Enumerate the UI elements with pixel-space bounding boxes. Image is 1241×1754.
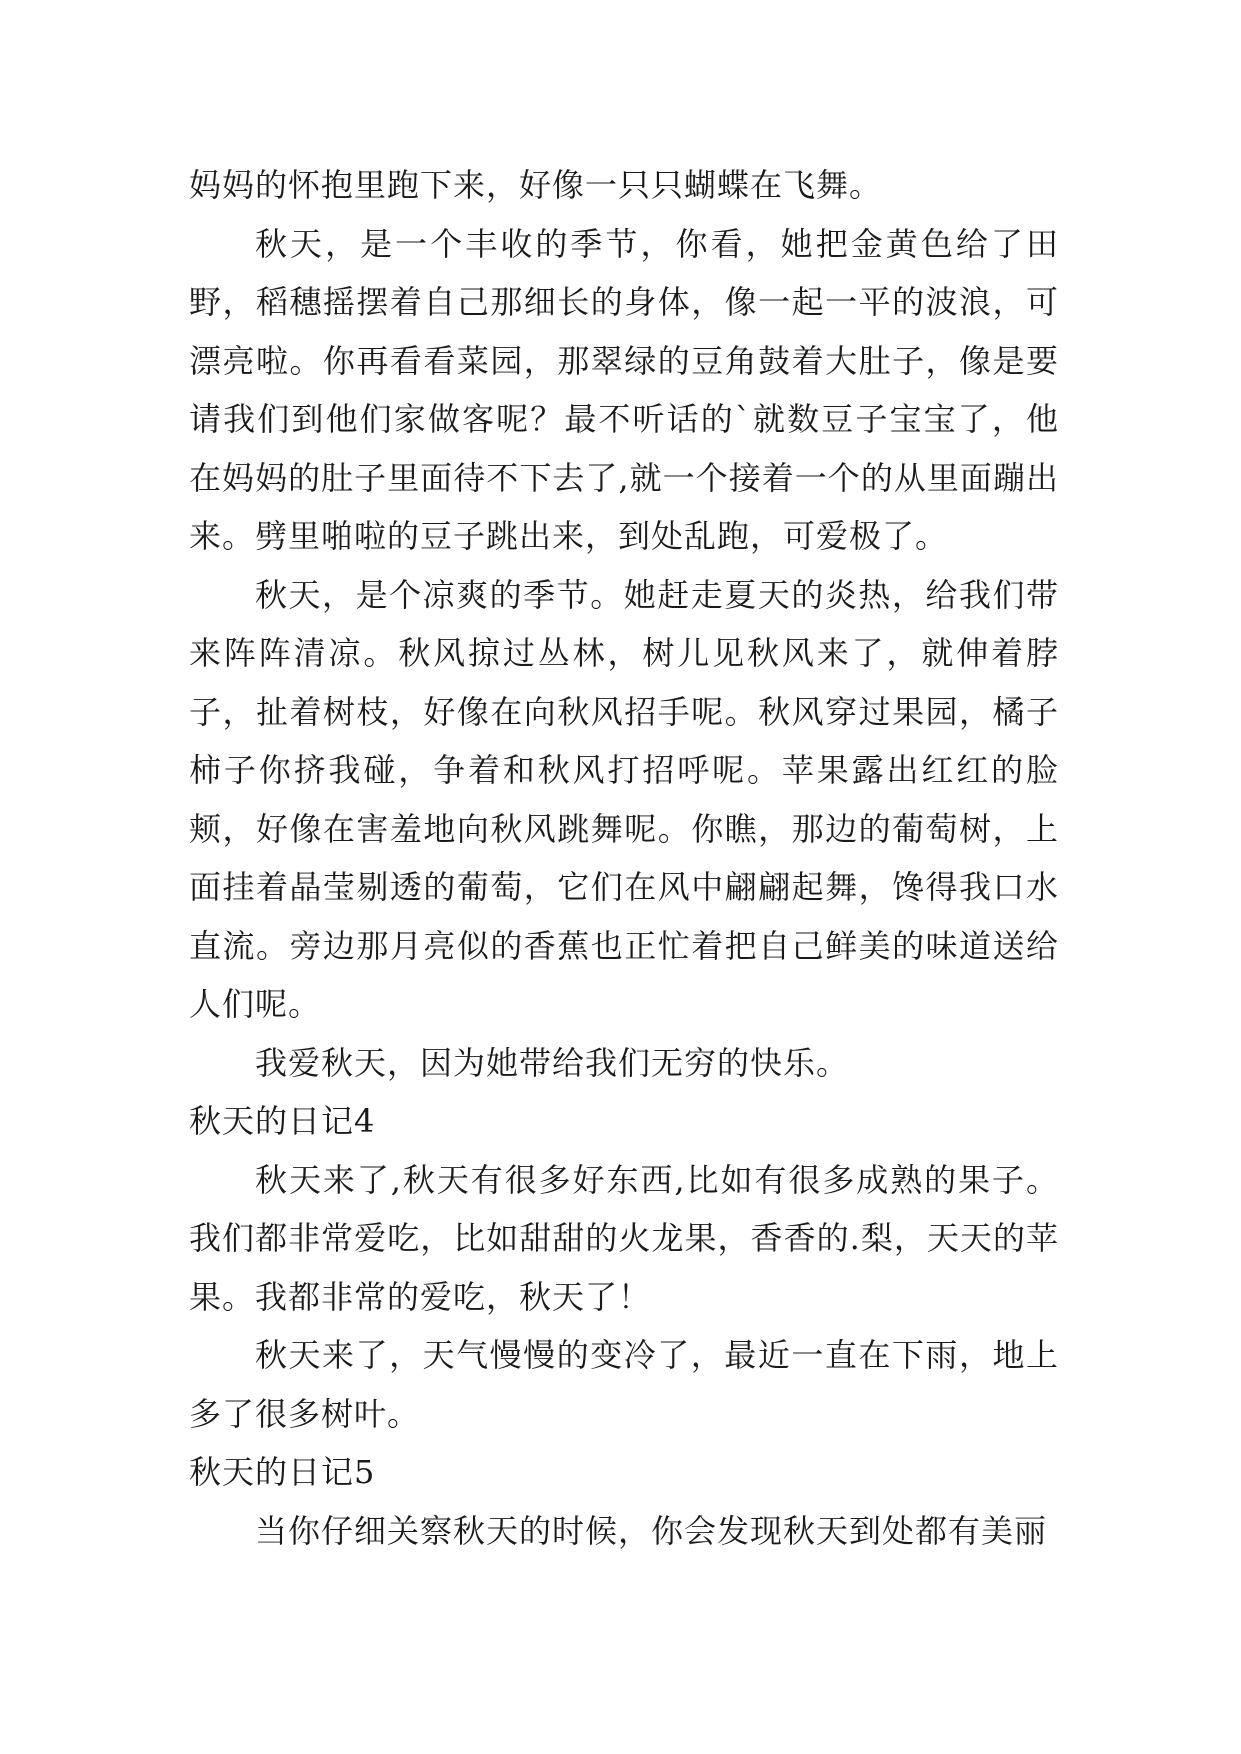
paragraph: 秋天，是一个丰收的季节，你看，她把金黄色给了田野，稻穗摇摆着自己那细长的身体，像一起一平的波浪，可漂亮啦。你再看看菜园，那翠绿的豆角鼓着大肚子，像是要请我们到他们家做客呢？最不听话的`就数豆子宝宝了，他在妈妈的肚子里面待不下去了,就一个接着一个的从里面蹦出来。劈里啪啦的豆子跳出来，到处乱跑，可爱极了。 xyxy=(189,224,1059,555)
section-heading: 秋天的日记4 xyxy=(189,1102,376,1140)
paragraph: 当你仔细关察秋天的时候，你会发现秋天到处都有美丽 xyxy=(255,1511,1048,1550)
document-body xyxy=(189,156,1059,1560)
paragraph: 秋天，是个凉爽的季节。她赶走夏天的炎热，给我们带来阵阵清凉。秋风掠过丛林，树儿见秋风来了，就伸着脖子，扯着树枝，好像在向秋风招手呢。秋风穿过果园，橘子柿子你挤我碰，争着和秋风打招呼呢。苹果露出红红的脸颊，好像在害羞地向秋风跳舞呢。你瞧，那边的葡萄树，上面挂着晶莹剔透的葡萄，它们在风中翩翩起舞，馋得我口水直流。旁边那月亮似的香蕉也正忙着把自己鲜美的味道送给人们呢。 xyxy=(189,575,1059,1023)
paragraph: 秋天来了，天气慢慢的变冷了，最近一直在下雨，地上多了很多树叶。 xyxy=(189,1336,1059,1433)
section-heading: 秋天的日记5 xyxy=(189,1453,376,1491)
paragraph: 秋天来了,秋天有很多好东西,比如有很多成熟的果子。我们都非常爱吃，比如甜甜的火龙果，香香的.梨，天天的苹果。我都非常的爱吃，秋天了！ xyxy=(189,1160,1059,1316)
paragraph-continuation: 妈妈的怀抱里跑下来，好像一只只蝴蝶在飞舞。 xyxy=(189,166,883,204)
paragraph: 我爱秋天，因为她带给我们无穷的快乐。 xyxy=(255,1043,850,1082)
